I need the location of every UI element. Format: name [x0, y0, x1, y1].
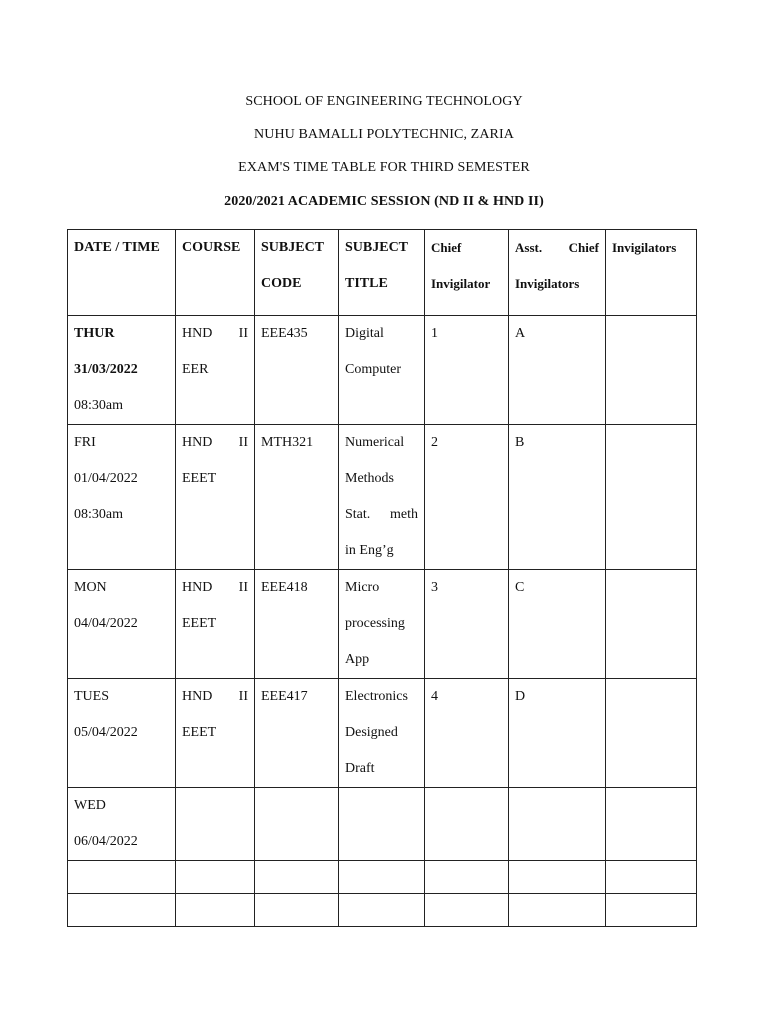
subject-title-cell: Electronics Designed Draft — [339, 679, 425, 788]
subject-title-cell — [339, 788, 425, 861]
invigilators-cell — [606, 570, 697, 679]
academic-session-heading: 2020/2021 ACADEMIC SESSION (ND II & HND II) — [224, 194, 544, 209]
asst-chief-cell: D — [509, 679, 606, 788]
table-row — [68, 679, 697, 788]
asst-chief-cell: C — [509, 570, 606, 679]
empty-cell — [68, 894, 176, 927]
empty-cell — [606, 894, 697, 927]
header-subject-title: SUBJECT TITLE — [339, 230, 425, 316]
empty-cell — [339, 861, 425, 894]
empty-cell — [425, 894, 509, 927]
table-row — [68, 425, 697, 570]
timetable-title-heading: EXAM'S TIME TABLE FOR THIRD SEMESTER — [238, 160, 530, 175]
date-time-cell: TUES 05/04/2022 — [68, 679, 176, 788]
date-time-cell: THUR 31/03/2022 08:30am — [68, 316, 176, 425]
header-course: COURSE — [176, 230, 255, 316]
empty-cell — [176, 861, 255, 894]
chief-invigilator-cell: 1 — [425, 316, 509, 425]
header-row — [68, 230, 697, 316]
invigilators-cell — [606, 788, 697, 861]
subject-code-cell: EEE418 — [255, 570, 339, 679]
header-invigilators: Invigilators — [606, 230, 697, 316]
chief-invigilator-cell — [425, 788, 509, 861]
subject-title-cell: Micro processing App — [339, 570, 425, 679]
date-time-cell: FRI 01/04/2022 08:30am — [68, 425, 176, 570]
header-subject-code: SUBJECT CODE — [255, 230, 339, 316]
invigilators-cell — [606, 316, 697, 425]
invigilators-cell — [606, 679, 697, 788]
course-cell: HND II EEET — [176, 679, 255, 788]
invigilators-cell — [606, 425, 697, 570]
chief-invigilator-cell: 3 — [425, 570, 509, 679]
empty-cell — [255, 861, 339, 894]
subject-title-cell: Digital Computer — [339, 316, 425, 425]
table-row — [68, 788, 697, 861]
date-time-cell: MON 04/04/2022 — [68, 570, 176, 679]
course-cell: HND II EEET — [176, 425, 255, 570]
table-row — [68, 570, 697, 679]
asst-chief-cell: A — [509, 316, 606, 425]
subject-code-cell: EEE417 — [255, 679, 339, 788]
subject-code-cell: EEE435 — [255, 316, 339, 425]
empty-cell — [509, 861, 606, 894]
asst-chief-cell: B — [509, 425, 606, 570]
empty-table-row — [68, 861, 697, 894]
subject-code-cell: MTH321 — [255, 425, 339, 570]
empty-cell — [606, 861, 697, 894]
subject-title-cell: Numerical Methods Stat. meth in Eng’g — [339, 425, 425, 570]
empty-table-row — [68, 894, 697, 927]
chief-invigilator-cell: 4 — [425, 679, 509, 788]
empty-cell — [68, 861, 176, 894]
school-name-heading: SCHOOL OF ENGINEERING TECHNOLOGY — [245, 94, 523, 109]
empty-cell — [425, 861, 509, 894]
empty-cell — [176, 894, 255, 927]
date-time-cell: WED 06/04/2022 — [68, 788, 176, 861]
subject-code-cell — [255, 788, 339, 861]
course-cell: HND II EER — [176, 316, 255, 425]
institution-heading: NUHU BAMALLI POLYTECHNIC, ZARIA — [254, 127, 514, 142]
empty-cell — [255, 894, 339, 927]
table-row — [68, 316, 697, 425]
asst-chief-cell — [509, 788, 606, 861]
empty-cell — [339, 894, 425, 927]
timetable — [67, 229, 697, 927]
header-date-time: DATE / TIME — [68, 230, 176, 316]
chief-invigilator-cell: 2 — [425, 425, 509, 570]
empty-cell — [509, 894, 606, 927]
header-chief-invigilator: Chief Invigilator — [425, 230, 509, 316]
header-asst-chief-invigilators: Asst. Chief Invigilators — [509, 230, 606, 316]
course-cell — [176, 788, 255, 861]
course-cell: HND II EEET — [176, 570, 255, 679]
